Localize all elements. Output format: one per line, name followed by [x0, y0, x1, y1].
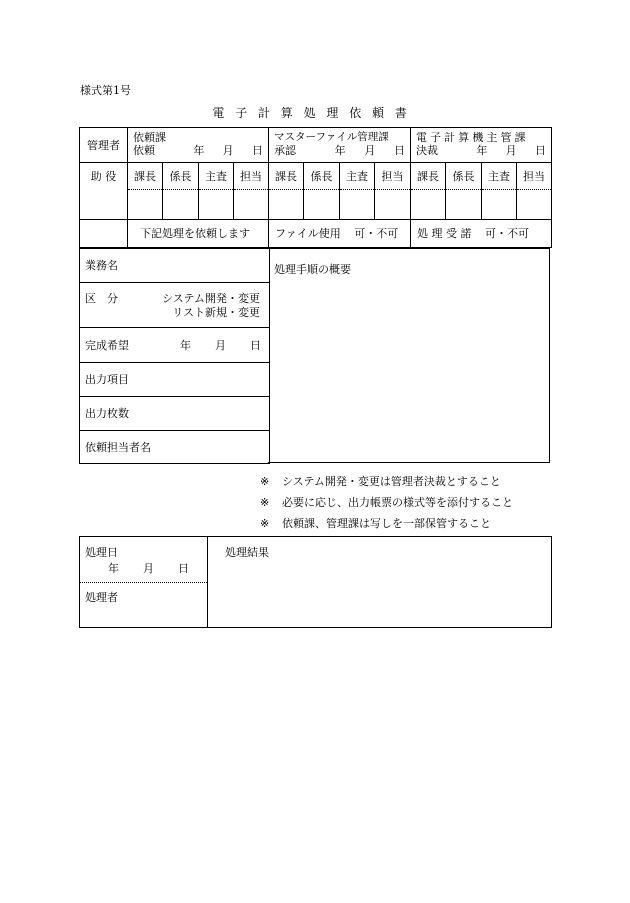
- note-item: [260, 473, 501, 489]
- processing-date-label: 処理日: [85, 546, 118, 559]
- stamp-box[interactable]: [517, 190, 552, 220]
- stamp-label: 主査: [482, 163, 517, 190]
- stamp-box[interactable]: [304, 190, 340, 220]
- approval-label: 承認: [274, 144, 296, 157]
- computer-dept-cell: [411, 128, 552, 163]
- note-text: 依頼課、管理課は写しを一部保管すること: [282, 517, 491, 530]
- category-option-list[interactable]: リスト新規・変更: [172, 306, 260, 319]
- month-label: 月: [143, 562, 154, 575]
- details-table: [79, 248, 270, 464]
- note-item: [260, 494, 513, 510]
- note-mark: ※: [260, 475, 270, 488]
- assistant-blank: [80, 220, 128, 248]
- stamp-box[interactable]: [128, 190, 163, 220]
- note-mark: ※: [260, 496, 270, 509]
- category-label: 区 分: [85, 292, 118, 305]
- day-label: 日: [251, 144, 263, 157]
- processing-date-field[interactable]: [80, 537, 208, 583]
- stamp-label: 係長: [446, 163, 482, 190]
- processor-label: 処理者: [85, 591, 118, 604]
- year-label: 年: [476, 144, 488, 157]
- acceptance-options[interactable]: 可・不可: [485, 227, 530, 240]
- stamp-label: 課長: [269, 163, 304, 190]
- master-dept: マスターファイル管理課: [274, 131, 389, 143]
- processor-field[interactable]: [80, 583, 208, 628]
- note-text: システム開発・変更は管理者決裁とすること: [282, 475, 501, 488]
- month-label: 月: [505, 144, 517, 157]
- processing-result-field[interactable]: [208, 537, 552, 628]
- business-name-field[interactable]: 業務名: [80, 249, 270, 283]
- stamp-label: 課長: [411, 163, 446, 190]
- stamp-label: 担当: [234, 163, 269, 190]
- stamp-box[interactable]: [163, 190, 199, 220]
- request-text: 下記処理を依頼します: [128, 220, 269, 248]
- day-label: 日: [394, 144, 406, 157]
- day-label: 日: [178, 562, 189, 575]
- acceptance-cell: [411, 220, 552, 248]
- stamp-box[interactable]: [446, 190, 482, 220]
- procedure-summary-label: 処理手順の概要: [274, 263, 351, 276]
- stamp-box[interactable]: [482, 190, 517, 220]
- stamp-label: 課長: [128, 163, 163, 190]
- form-number: 様式第1号: [80, 84, 131, 97]
- stamp-label: 係長: [304, 163, 340, 190]
- completion-field[interactable]: [80, 328, 270, 363]
- master-dept-cell: [269, 128, 411, 163]
- decision-label: 決裁: [416, 144, 439, 157]
- output-sheets-field[interactable]: 出力枚数: [80, 397, 270, 431]
- output-items-field[interactable]: 出力項目: [80, 363, 270, 397]
- procedure-summary-field[interactable]: [268, 248, 550, 463]
- stamp-label: 担当: [375, 163, 411, 190]
- stamp-box[interactable]: [411, 190, 446, 220]
- processing-result-label: 処理結果: [225, 546, 269, 559]
- requesting-dept-cell: [128, 128, 269, 163]
- month-label: 月: [215, 339, 226, 352]
- category-option-system[interactable]: システム開発・変更: [162, 292, 260, 305]
- day-label: 日: [535, 144, 546, 157]
- stamp-label: 主査: [340, 163, 375, 190]
- file-use-text: ファイル使用: [275, 227, 341, 240]
- requesting-dept: 依頼課: [133, 131, 166, 144]
- approval-table: [79, 127, 552, 248]
- result-table: [79, 536, 552, 628]
- computer-dept: 電子計算機主管課: [416, 131, 529, 144]
- stamp-label: 係長: [163, 163, 199, 190]
- document-title: 電子計算処理依頼書: [212, 106, 418, 120]
- note-mark: ※: [260, 517, 270, 530]
- year-label: 年: [180, 339, 191, 352]
- stamp-label: 主査: [199, 163, 234, 190]
- file-use-options[interactable]: 可・不可: [354, 227, 399, 240]
- note-text: 必要に応じ、出力帳票の様式等を添付すること: [282, 496, 513, 509]
- day-label: 日: [250, 339, 261, 352]
- year-label: 年: [108, 562, 119, 575]
- stamp-box[interactable]: [340, 190, 375, 220]
- request-label: 依頼: [133, 144, 155, 157]
- file-use-cell: [269, 220, 411, 248]
- stamp-label: 担当: [517, 163, 552, 190]
- stamp-box[interactable]: [199, 190, 234, 220]
- month-label: 月: [364, 144, 376, 157]
- requester-name-field[interactable]: 依頼担当者名: [80, 431, 270, 464]
- acceptance-text: 処 理 受 諾: [417, 227, 472, 240]
- month-label: 月: [222, 144, 234, 157]
- assistant-label: 助 役: [80, 163, 128, 220]
- manager-label: 管理者: [80, 128, 128, 163]
- note-item: [260, 515, 491, 531]
- stamp-box[interactable]: [234, 190, 269, 220]
- completion-label: 完成希望: [85, 338, 129, 352]
- stamp-box[interactable]: [269, 190, 304, 220]
- year-label: 年: [193, 144, 205, 157]
- category-field[interactable]: [80, 283, 270, 328]
- year-label: 年: [334, 144, 346, 157]
- stamp-box[interactable]: [375, 190, 411, 220]
